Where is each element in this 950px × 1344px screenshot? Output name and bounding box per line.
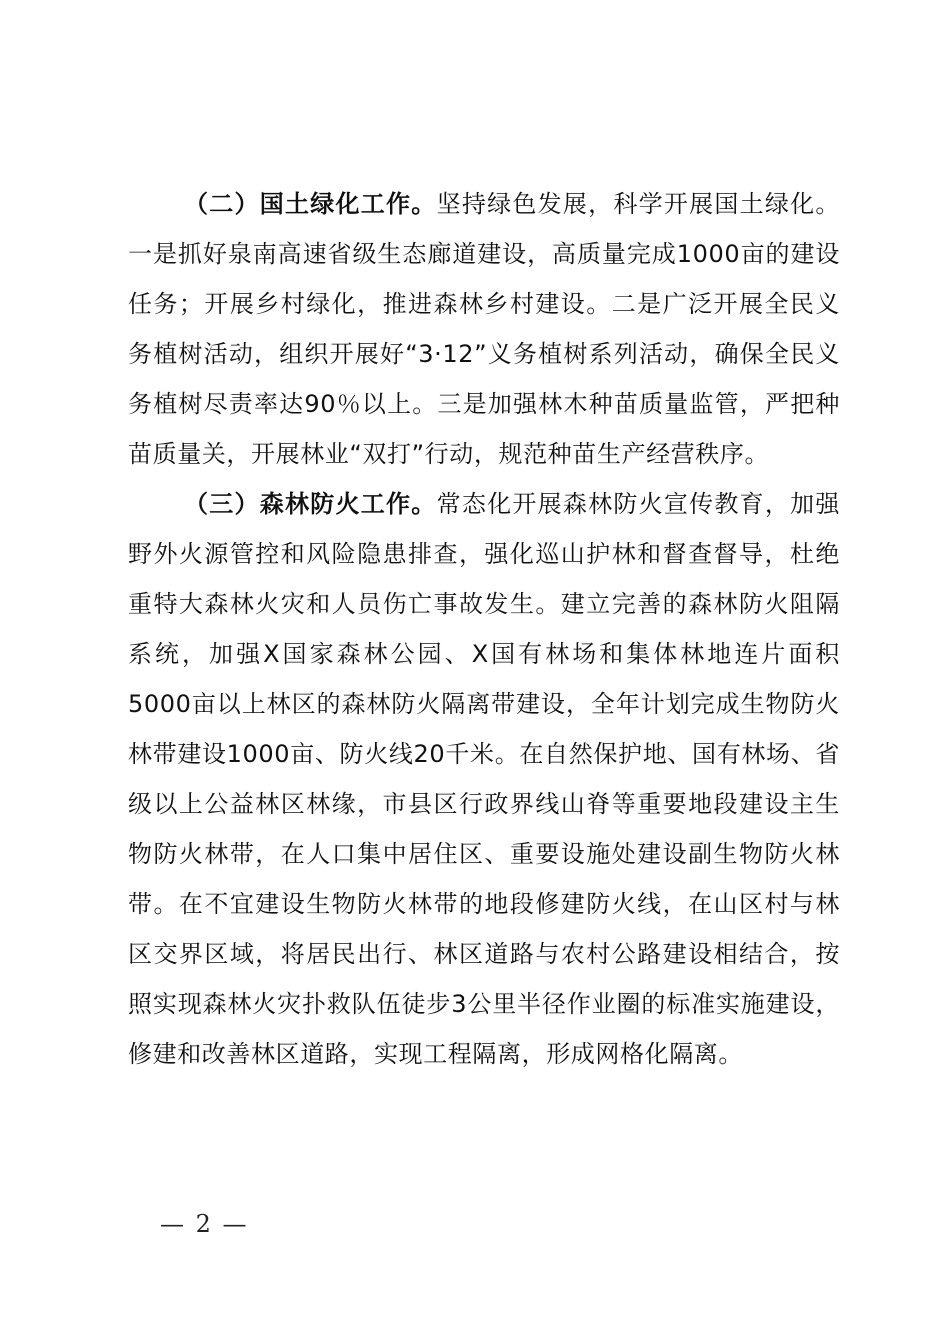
section-body-forest-fire-prevention: 常态化开展森林防火宣传教育，加强野外火源管控和风险隐患排查，强化巡山护林和督查督导，杜绝重特大森林火灾和人员伤亡事故发生。建立完善的森林防火阻隔系统，加强X国家森林公园、X国有林场和集体林地连片面积5000亩以上林区的森林防火隔离带建设，全年计划完成生物防火林带建设1000亩、防火线20千米。在自然保护地、国有林场、省级以上公益林区林缘，市县区行政界线山脊等重要地段建设主生物防火林带，在人口集中居住区、重要设施处建设副生物防火林带。在不宜建设生物防火林带的地段修建防火线，在山区村与林区交界区域，将居民出行、林区道路与农村公路建设相结合，按照实现森林火灾扑救队伍徒步3公里半径作业圈的标准实施建设，修建和改善林区道路，实现工程隔离，形成网格化隔离。: [128, 490, 840, 1068]
paragraph-forest-fire-prevention: [128, 479, 840, 1079]
section-body-land-greening: 坚持绿色发展，科学开展国土绿化。一是抓好泉南高速省级生态廊道建设，高质量完成1000亩的建设任务；开展乡村绿化，推进森林乡村建设。二是广泛开展全民义务植树活动，组织开展好“3·12”义务植树系列活动，确保全民义务植树尽责率达90％以上。三是加强林木种苗质量监管，严把种苗质量关，开展林业“双打”行动，规范种苗生产经营秩序。: [128, 190, 840, 468]
document-body: [128, 179, 840, 1079]
section-heading-forest-fire-prevention: （三）森林防火工作。: [184, 490, 437, 518]
page-number: — 2 —: [160, 1210, 249, 1238]
section-heading-land-greening: （二）国土绿化工作。: [184, 190, 437, 218]
paragraph-land-greening: [128, 179, 840, 479]
